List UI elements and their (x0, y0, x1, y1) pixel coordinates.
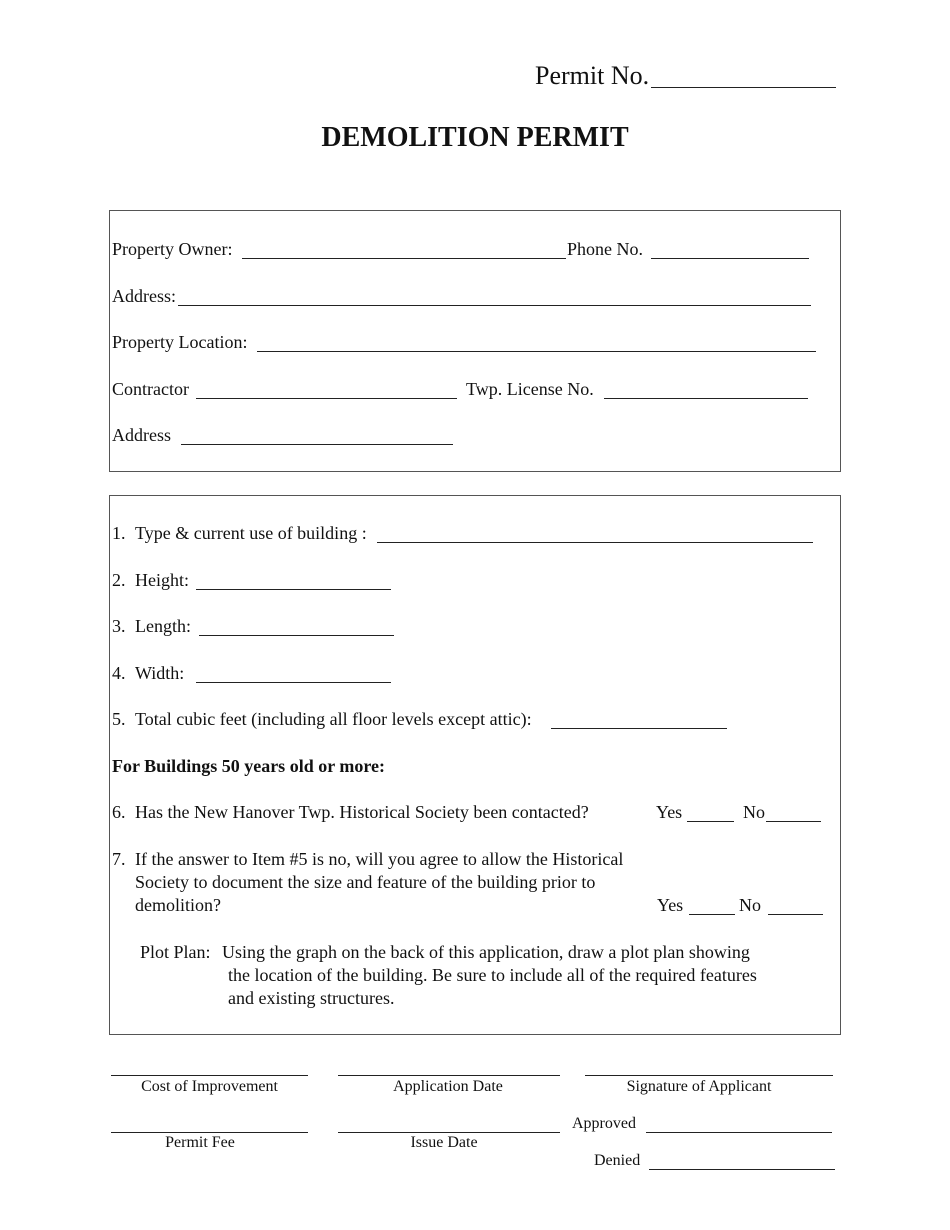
license-field[interactable] (604, 398, 808, 399)
contractor-field[interactable] (196, 398, 457, 399)
owner-address-label: Address: (112, 286, 176, 306)
application-date-label: Application Date (393, 1078, 503, 1095)
building-type-field[interactable] (377, 542, 813, 543)
approved-label: Approved (572, 1115, 636, 1132)
item-6-no-field[interactable] (766, 821, 821, 822)
item-4-label: Width: (135, 663, 185, 683)
phone-field[interactable] (651, 258, 809, 259)
item-1-number: 1. (112, 523, 126, 543)
item-7-no-label: No (739, 895, 761, 915)
item-7-line-3: demolition? (135, 895, 221, 915)
item-7-no-field[interactable] (768, 914, 823, 915)
item-3-label: Length: (135, 616, 191, 636)
cubic-feet-field[interactable] (551, 728, 727, 729)
signature-field[interactable] (585, 1075, 833, 1076)
item-3-number: 3. (112, 616, 126, 636)
plot-plan-line-1: Using the graph on the back of this application, draw a plot plan showing (222, 942, 750, 962)
item-7-line-2: Society to document the size and feature of the building prior to (135, 872, 596, 892)
item-7-yes-label: Yes (657, 895, 684, 915)
item-6-number: 6. (112, 802, 126, 822)
cost-field[interactable] (111, 1075, 308, 1076)
plot-plan-line-2: the location of the building. Be sure to include all of the required features (228, 965, 757, 985)
property-owner-label: Property Owner: (112, 239, 233, 259)
property-location-label: Property Location: (112, 332, 248, 352)
property-owner-field[interactable] (242, 258, 566, 259)
approved-field[interactable] (646, 1132, 832, 1133)
item-6-no-label: No (743, 802, 765, 822)
property-location-field[interactable] (257, 351, 816, 352)
width-field[interactable] (196, 682, 391, 683)
item-7-yes-field[interactable] (689, 914, 735, 915)
item-7-line-1: If the answer to Item #5 is no, will you agree to allow the Historical (135, 849, 624, 869)
page-title: DEMOLITION PERMIT (321, 122, 629, 153)
application-date-field[interactable] (338, 1075, 560, 1076)
permit-number-field[interactable] (651, 87, 836, 88)
item-4-number: 4. (112, 663, 126, 683)
item-7-number: 7. (112, 849, 126, 869)
item-5-number: 5. (112, 709, 126, 729)
denied-field[interactable] (649, 1169, 835, 1170)
license-label: Twp. License No. (466, 379, 594, 399)
item-6-label: Has the New Hanover Twp. Historical Society been contacted? (135, 802, 589, 822)
issue-date-label: Issue Date (410, 1134, 478, 1151)
cost-label: Cost of Improvement (141, 1078, 278, 1095)
length-field[interactable] (199, 635, 394, 636)
denied-label: Denied (594, 1152, 641, 1169)
item-2-label: Height: (135, 570, 189, 590)
item-5-label: Total cubic feet (including all floor levels except attic): (135, 709, 532, 729)
historic-subheading: For Buildings 50 years old or more: (112, 756, 386, 776)
permit-fee-label: Permit Fee (165, 1134, 235, 1151)
contractor-address-label: Address (112, 425, 171, 445)
plot-plan-label: Plot Plan: (140, 942, 211, 962)
item-2-number: 2. (112, 570, 126, 590)
phone-label: Phone No. (567, 239, 643, 259)
height-field[interactable] (196, 589, 391, 590)
item-6-yes-label: Yes (656, 802, 683, 822)
plot-plan-line-3: and existing structures. (228, 988, 395, 1008)
contractor-label: Contractor (112, 379, 189, 399)
contractor-address-field[interactable] (181, 444, 453, 445)
permit-number-label: Permit No. (535, 61, 650, 90)
item-6-yes-field[interactable] (687, 821, 734, 822)
item-1-label: Type & current use of building : (135, 523, 367, 543)
signature-label: Signature of Applicant (626, 1078, 772, 1095)
owner-address-field[interactable] (178, 305, 811, 306)
